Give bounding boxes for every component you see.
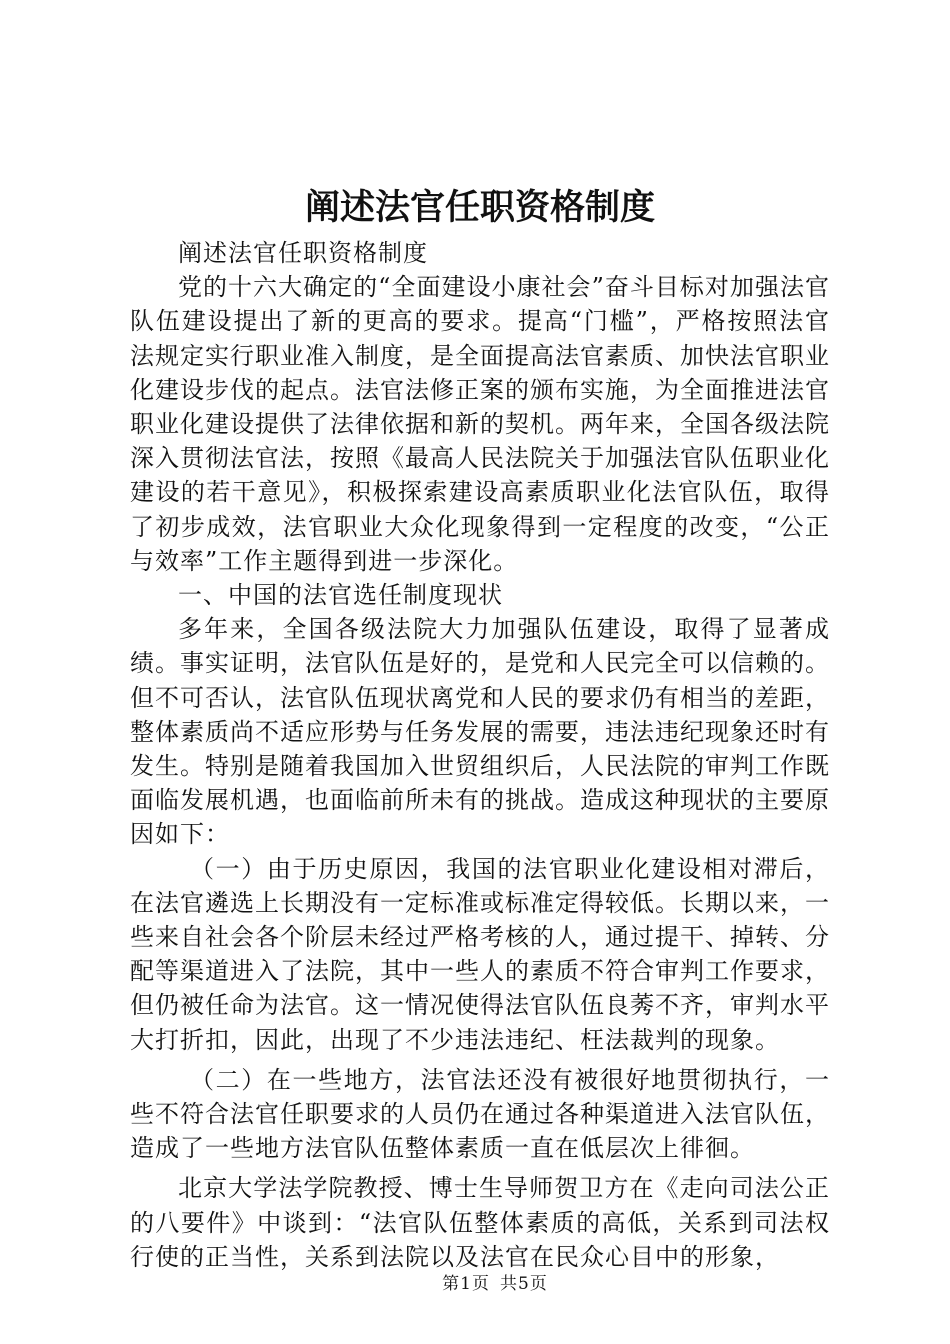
paragraph-quote: 北京大学法学院教授、博士生导师贺卫方在《走向司法公正的八要件》中谈到：“法官队伍整体素质的高低，关系到司法权行使的正当性，关系到法院以及法官在民众心目中的形象， [130, 1174, 830, 1271]
paragraph-status: 多年来，全国各级法院大力加强队伍建设，取得了显著成绩。事实证明，法官队伍是好的，是党和人民完全可以信赖的。但不可否认，法官队伍现状离党和人民的要求仍有相当的差距，整体素质尚不适应形势与任务发展的需要，违法违纪现象还时有发生。特别是随着我国加入世贸组织后，人民法院的审判工作既面临发展机遇，也面临前所未有的挑战。造成这种现状的主要原因如下： [130, 615, 830, 849]
paragraph-intro: 党的十六大确定的“全面建设小康社会”奋斗目标对加强法官队伍建设提出了新的更高的要求。提高“门槛”，严格按照法官法规定实行职业准入制度，是全面提高法官素质、加快法官职业化建设步伐的起点。法官法修正案的颁布实施，为全面推进法官职业化建设提供了法律依据和新的契机。两年来，全国各级法院深入贯彻法官法，按照《最高人民法院关于加强法官队伍职业化建设的若干意见》，积极探索建设高素质职业化法官队伍，取得了初步成效，法官职业大众化现象得到一定程度的改变，“公正与效率”工作主题得到进一步深化。 [130, 273, 830, 575]
page-footer [0, 1269, 950, 1294]
paragraph-reason-2: （二）在一些地方，法官法还没有被很好地贯彻执行，一些不符合法官任职要求的人员仍在通过各种渠道进入法官队伍，造成了一些地方法官队伍整体素质一直在低层次上徘徊。 [130, 1065, 830, 1163]
document-title: 阐述法官任职资格制度 [304, 187, 655, 228]
page-number: 第1页 [442, 1274, 490, 1294]
section-heading: 一、中国的法官选任制度现状 [178, 581, 503, 610]
document-body [130, 236, 830, 1274]
paragraph-subtitle: 阐述法官任职资格制度 [178, 239, 428, 267]
page-total: 共5页 [500, 1274, 548, 1294]
paragraph-reason-1: （一）由于历史原因，我国的法官职业化建设相对滞后，在法官遴选上长期没有一定标准或标准定得较低。长期以来，一些来自社会各个阶层未经过严格考核的人，通过提干、掉转、分配等渠道进入了法院，其中一些人的素质不符合审判工作要求，但仍被任命为法官。这一情况使得法官队伍良莠不齐，审判水平大打折扣，因此，出现了不少违法违纪、枉法裁判的现象。 [130, 854, 830, 1054]
